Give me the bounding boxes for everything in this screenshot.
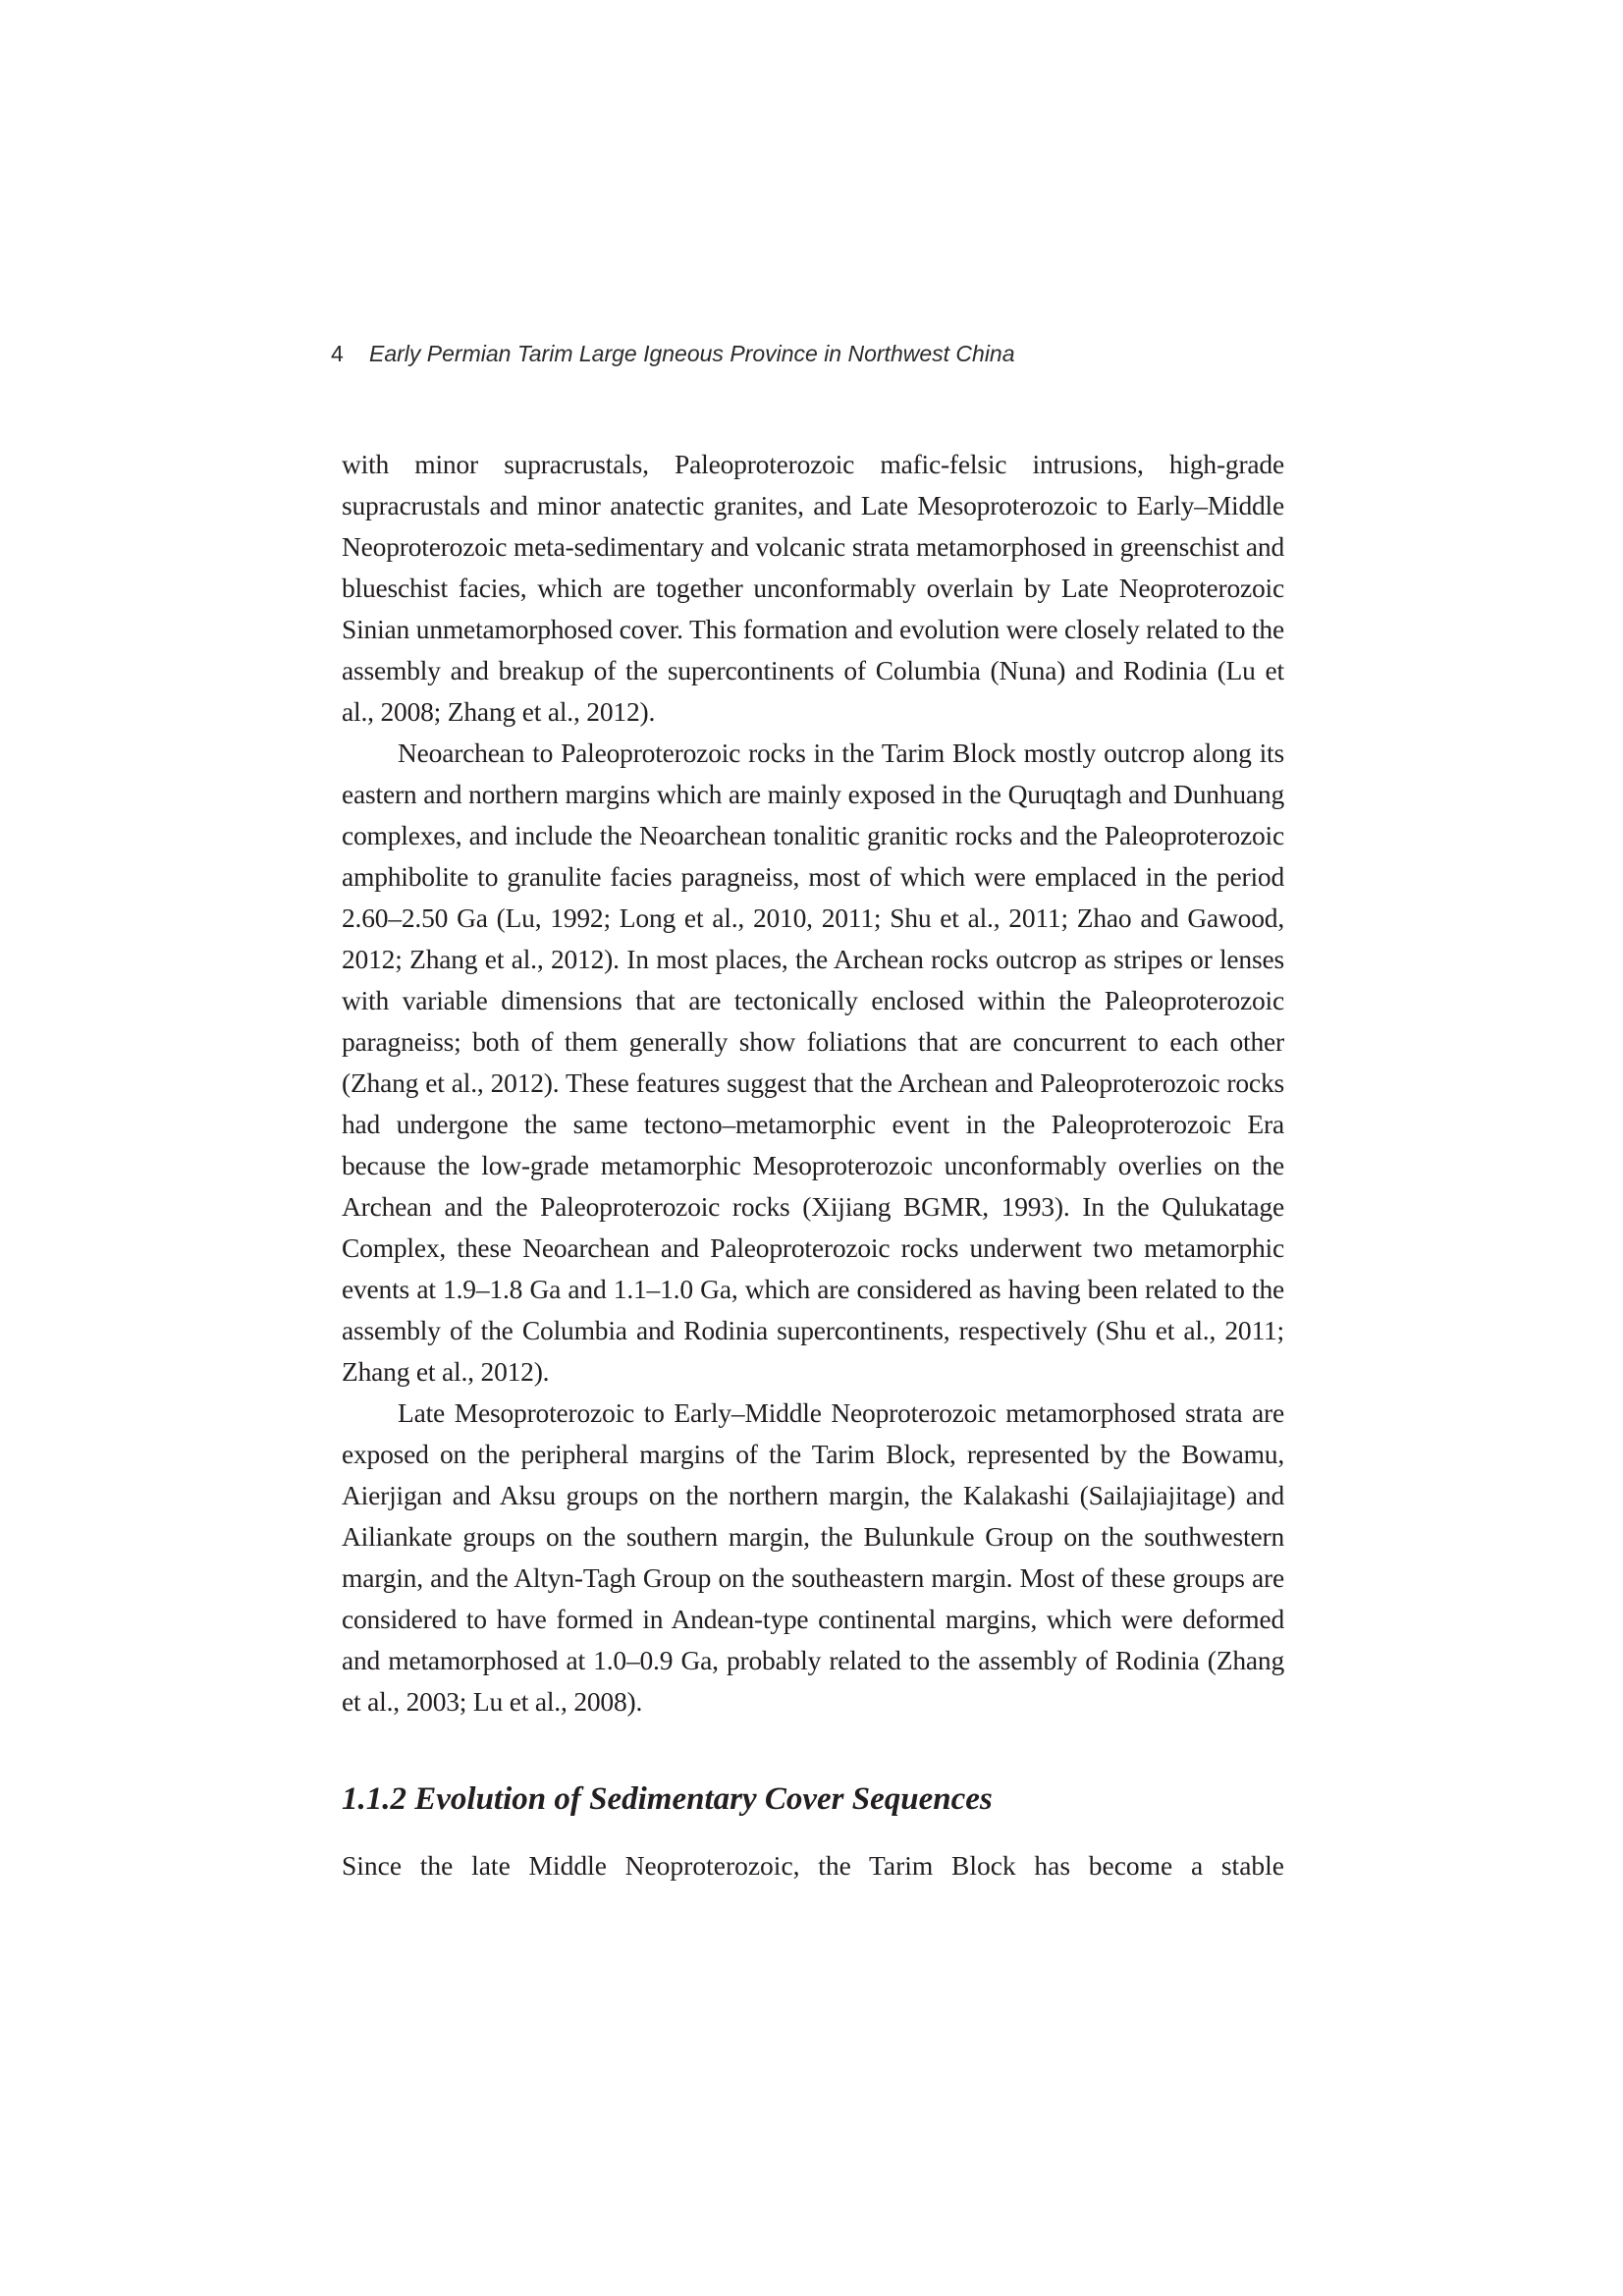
paragraph-mesoproterozoic-strata: Late Mesoproterozoic to Early–Middle Neoproterozoic metamorphosed strata are exposed on the peripheral margins of the Tarim Block, represented by the Bowamu, Aierjigan and Aksu groups on the northern margin, the Kalakashi (Sailajiajitage) and Ailiankate groups on the southern margin, the Bulunkule Group on the southwestern margin, and the Altyn-Tagh Group on the southeastern margin. Most of these groups are considered to have formed in Andean-type continental margins, which were deformed and metamorphosed at 1.0–0.9 Ga, probably related to the assembly of Rodinia (Zhang et al., 2003; Lu et al., 2008). [342, 1397, 1284, 1717]
paragraph-continued: with minor supracrustals, Paleoproterozoic mafic-felsic intrusions, high-grade supracrustals and minor anatectic granites, and Late Mesoproterozoic to Early–Middle Neoproterozoic meta-sedimentary and volcanic strata metamorphosed in greenschist and blueschist facies, which are together unconformably overlain by Late Neoproterozoic Sinian unmetamorphosed cover. This formation and evolution were closely related to the assembly and breakup of the supercontinents of Columbia (Nuna) and Rodinia (Lu et al., 2008; Zhang et al., 2012). [342, 449, 1284, 727]
section-heading: 1.1.2 Evolution of Sedimentary Cover Sequences [342, 1781, 993, 1817]
section-first-line: Since the late Middle Neoproterozoic, the Tarim Block has become a stable [342, 1850, 1284, 1881]
paragraph-neoarchean-rocks: Neoarchean to Paleoproterozoic rocks in the Tarim Block mostly outcrop along its eastern and northern margins which are mainly exposed in the Quruqtagh and Dunhuang complexes, and include the Neoarchean tonalitic granitic rocks and the Paleoproterozoic amphibolite to granulite facies paragneiss, most of which were emplaced in the period 2.60–2.50 Ga (Lu, 1992; Long et al., 2010, 2011; Shu et al., 2011; Zhao and Gawood, 2012; Zhang et al., 2012). In most places, the Archean rocks outcrop as stripes or lenses with variable dimensions that are tectonically enclosed within the Paleoproterozoic paragneiss; both of them generally show foliations that are concurrent to each other (Zhang et al., 2012). These features suggest that the Archean and Paleoproterozoic rocks had undergone the same tectono–metamorphic event in the Paleoproterozoic Era because the low-grade metamorphic Mesoproterozoic unconformably overlies on the Archean and the Paleoproterozoic rocks (Xijiang BGMR, 1993). In the Qulukatage Complex, these Neoarchean and Paleoproterozoic rocks underwent two metamorphic events at 1.9–1.8 Ga and 1.1–1.0 Ga, which are considered as having been related to the assembly of the Columbia and Rodinia supercontinents, respectively (Shu et al., 2011; Zhang et al., 2012). [342, 738, 1284, 1387]
running-head [331, 340, 1015, 367]
page-number: 4 [331, 341, 344, 366]
book-title: Early Permian Tarim Large Igneous Province in Northwest China [369, 341, 1015, 366]
body-text [342, 444, 1284, 1722]
